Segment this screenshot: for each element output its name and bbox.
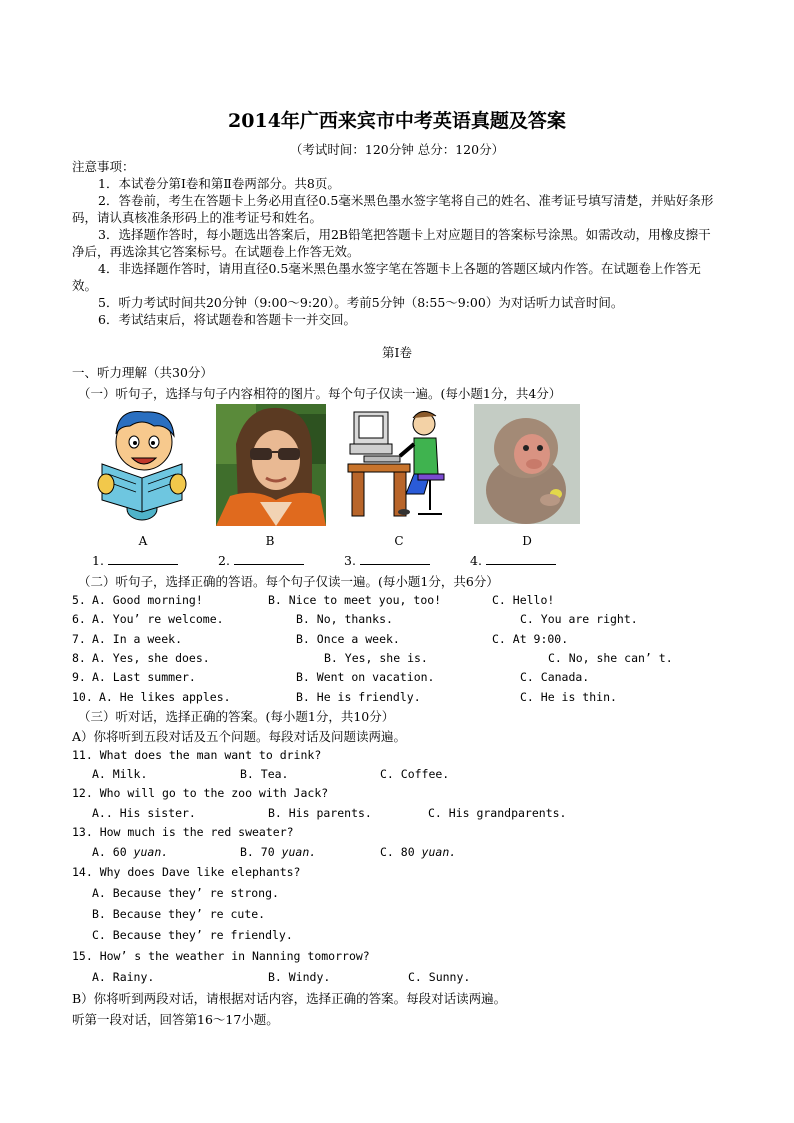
subsection-heading: （一）听句子，选择与句子内容相符的图片。每个句子仅读一遍。(每小题1分，共4分）: [78, 386, 562, 401]
option-a: A. Last summer.: [92, 670, 196, 684]
subsection-heading: （二）听句子，选择正确的答语。每个句子仅读一遍。(每小题1分，共6分）: [78, 574, 499, 589]
option-b: B. Windy.: [268, 970, 331, 984]
option-c: C. At 9:00.: [492, 632, 569, 646]
option-a: A. Good morning!: [92, 593, 203, 607]
unit-text: yuan.: [281, 845, 317, 859]
option-b: B. 70 yuan.: [240, 845, 317, 859]
unit-text: yuan.: [421, 845, 457, 859]
option-b: B. Yes, she is.: [324, 651, 428, 665]
question-text: 11. What does the man want to drink?: [72, 748, 322, 762]
exam-notes: [72, 158, 722, 328]
unit-text: yuan.: [133, 845, 169, 859]
option-b: B. Tea.: [240, 767, 289, 781]
question-number: 9.: [72, 670, 86, 684]
answer-blank-2: 2.: [218, 552, 304, 568]
woman-sunglasses-photo: [216, 404, 326, 526]
picture-label-a: A: [138, 534, 148, 548]
question-text: 13. How much is the red sweater?: [72, 825, 294, 839]
option-a: A. Yes, she does.: [92, 651, 210, 665]
option-b: B. Nice to meet you, too!: [268, 593, 442, 607]
option-c: C. Sunny.: [408, 970, 471, 984]
section-heading: 一、听力理解（共30分）: [72, 365, 213, 380]
option-a: A. In a week.: [92, 632, 183, 646]
picture-label-c: C: [394, 534, 404, 548]
part-a-instruction: A）你将听到五段对话及五个问题。每段对话及问题读两遍。: [72, 729, 407, 744]
question-number: 5.: [72, 593, 86, 607]
option-a: A. Because they’ re strong.: [92, 886, 279, 900]
notes-heading: 注意事项：: [72, 159, 135, 174]
option-b: B. His parents.: [268, 806, 372, 820]
option-c: C. He is thin.: [520, 690, 617, 704]
option-a: A. Milk.: [92, 767, 148, 781]
option-b: B. He is friendly.: [296, 690, 421, 704]
option-b: B. No, thanks.: [296, 612, 393, 626]
page-title: 2014年广西来宾市中考英语真题及答案: [228, 110, 566, 132]
option-a: A. 60 yuan.: [92, 845, 169, 859]
option-c: C. Canada.: [520, 670, 590, 684]
part-b-instruction: B）你将听到两段对话，请根据对话内容，选择正确的答案。每段对话读两遍。: [72, 991, 507, 1006]
question-text: 14. Why does Dave like elephants?: [72, 865, 301, 879]
option-c: C. You are right.: [520, 612, 638, 626]
option-a: A. You’ re welcome.: [92, 612, 224, 626]
answer-blank-1: 1.: [92, 552, 178, 568]
option-a: A. He likes apples.: [99, 690, 231, 704]
monkey-photo: [474, 404, 580, 524]
option-a: A.. His sister.: [92, 806, 196, 820]
subsection-heading: （三）听对话，选择正确的答案。(每小题1分，共10分）: [78, 709, 395, 724]
option-c: C. No, she can’ t.: [548, 651, 673, 665]
question-number: 8.: [72, 651, 86, 665]
option-c: C. His grandparents.: [428, 806, 567, 820]
answer-blank-4: 4.: [470, 552, 556, 568]
option-b: B. Once a week.: [296, 632, 400, 646]
man-computer-icon: [344, 404, 448, 522]
note-item: 6．考试结束后，将试题卷和答题卡一并交回。: [98, 312, 356, 327]
note-item: 4．非选择题作答时，请用直径0.5毫米黑色墨水签字笔在答题卡上各题的答题区域内作答。在试题卷上作答无效。: [72, 261, 701, 293]
answer-blank-3: 3.: [344, 552, 430, 568]
note-item: 3．选择题作答时，每小题选出答案后，用2B铅笔把答题卡上对应题目的答案标号涂黑。如需改动，用橡皮擦干净后，再选涂其它答案标号。在试题卷上作答无效。: [72, 227, 711, 259]
boy-reading-icon: [96, 404, 188, 524]
picture-label-b: B: [265, 534, 275, 548]
question-number: 6.: [72, 612, 86, 626]
note-item: 2．答卷前，考生在答题卡上务必用直径0.5毫米黑色墨水签字笔将自己的姓名、准考证号填写清楚，并贴好条形码，请认真核准条形码上的准考证号和姓名。: [72, 193, 714, 225]
picture-label-d: D: [522, 534, 532, 548]
option-c: C. Because they’ re friendly.: [92, 928, 293, 942]
option-b: B. Because they’ re cute.: [92, 907, 266, 921]
question-number: 10.: [72, 690, 93, 704]
option-a: A. Rainy.: [92, 970, 155, 984]
question-number: 7.: [72, 632, 86, 646]
note-item: 5．听力考试时间共20分钟（9:00～9:20）。考前5分钟（8:55～9:00）为对话听力试音时间。: [98, 295, 624, 310]
question-text: 12. Who will go to the zoo with Jack?: [72, 786, 329, 800]
option-c: C. Coffee.: [380, 767, 450, 781]
option-b: B. Went on vacation.: [296, 670, 435, 684]
question-text: 15. How’ s the weather in Nanning tomorrow?: [72, 949, 370, 963]
exam-time-info: （考试时间：120分钟 总分：120分）: [289, 142, 505, 157]
option-c: C. 80 yuan.: [380, 845, 457, 859]
dialogue-instruction: 听第一段对话，回答第16～17小题。: [72, 1012, 279, 1027]
part-title: 第Ⅰ卷: [382, 345, 412, 360]
option-c: C. Hello!: [492, 593, 555, 607]
note-item: 1．本试卷分第Ⅰ卷和第Ⅱ卷两部分。共8页。: [98, 176, 340, 191]
